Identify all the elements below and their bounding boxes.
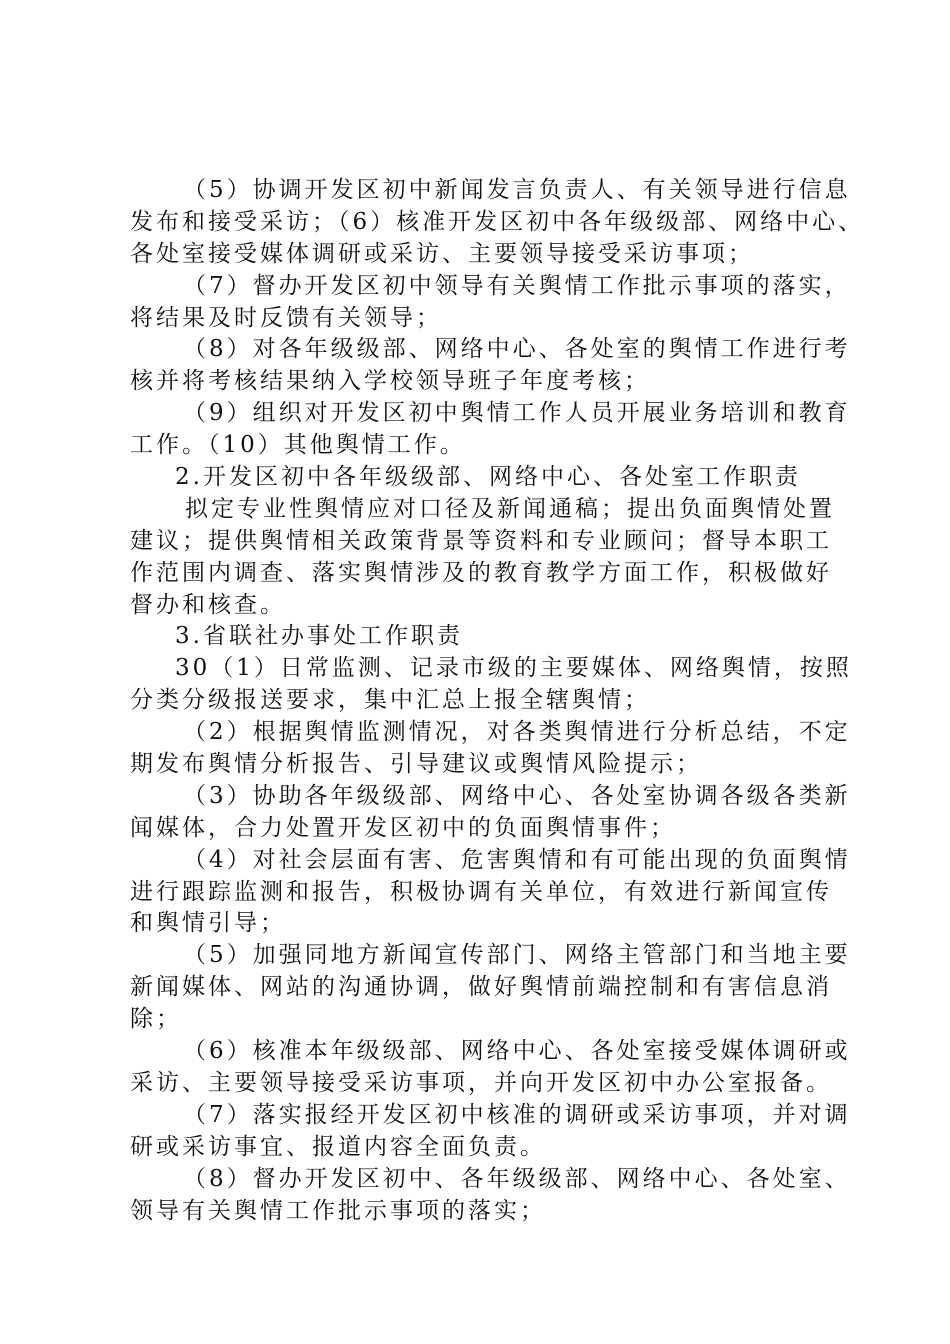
text-line: 各处室接受媒体调研或采访、主要领导接受采访事项；	[130, 240, 754, 267]
text-line: （8）对各年级级部、网络中心、各处室的舆情工作进行考	[183, 336, 851, 363]
text-line: 和舆情引导；	[130, 910, 286, 937]
text-line: 除；	[130, 1006, 182, 1033]
text-line: （6）核准本年级级部、网络中心、各处室接受媒体调研或	[183, 1038, 851, 1065]
text-line: （7）落实报经开发区初中核准的调研或采访事项，并对调	[183, 1101, 851, 1128]
text-line: 30（1）日常监测、记录市级的主要媒体、网络舆情，按照	[175, 655, 852, 682]
text-line: （5）加强同地方新闻宣传部门、网络主管部门和当地主要	[183, 942, 851, 969]
text-line: （4）对社会层面有害、危害舆情和有可能出现的负面舆情	[183, 846, 851, 873]
text-line: （3）协助各年级级部、网络中心、各处室协调各级各类新	[183, 782, 851, 809]
text-line: 新闻媒体、网站的沟通协调，做好舆情前端控制和有害信息消	[130, 974, 832, 1001]
text-line: 将结果及时反馈有关领导；	[130, 304, 442, 331]
text-line: （9）组织对开发区初中舆情工作人员开展业务培训和教育	[183, 400, 851, 427]
text-line: （7）督办开发区初中领导有关舆情工作批示事项的落实，	[183, 272, 851, 299]
text-line: 3.省联社办事处工作职责	[175, 623, 463, 650]
text-line: 拟定专业性舆情应对口径及新闻通稿；提出负面舆情处置	[185, 495, 835, 522]
text-line: 作范围内调查、落实舆情涉及的教育教学方面工作，积极做好	[130, 559, 832, 586]
text-line: 2.开发区初中各年级级部、网络中心、各处室工作职责	[175, 464, 801, 491]
text-line: 建议；提供舆情相关政策背景等资料和专业顾问；督导本职工	[130, 527, 832, 554]
text-line: 核并将考核结果纳入学校领导班子年度考核；	[130, 368, 650, 395]
text-line: 工作。（10）其他舆情工作。	[130, 432, 466, 459]
text-line: 领导有关舆情工作批示事项的落实；	[130, 1197, 546, 1224]
text-line: 采访、主要领导接受采访事项，并向开发区初中办公室报备。	[130, 1069, 832, 1096]
text-line: （5）协调开发区初中新闻发言负责人、有关领导进行信息	[183, 177, 851, 203]
text-line: 分类分级报送要求，集中汇总上报全辖舆情；	[130, 687, 650, 714]
text-line: 进行跟踪监测和报告，积极协调有关单位，有效进行新闻宣传	[130, 878, 832, 905]
text-line: 发布和接受采访；（6）核准开发区初中各年级级部、网络中心、	[130, 208, 865, 235]
document-body	[130, 175, 865, 1227]
text-line: 闻媒体，合力处置开发区初中的负面舆情事件；	[130, 814, 676, 841]
text-line: 督办和核查。	[130, 591, 286, 618]
text-line: （8）督办开发区初中、各年级级部、网络中心、各处室、	[183, 1165, 851, 1192]
text-line: 期发布舆情分析报告、引导建议或舆情风险提示；	[130, 751, 702, 778]
text-line: 研或采访事宜、报道内容全面负责。	[130, 1133, 546, 1160]
text-line: （2）根据舆情监测情况，对各类舆情进行分析总结，不定	[183, 719, 851, 746]
